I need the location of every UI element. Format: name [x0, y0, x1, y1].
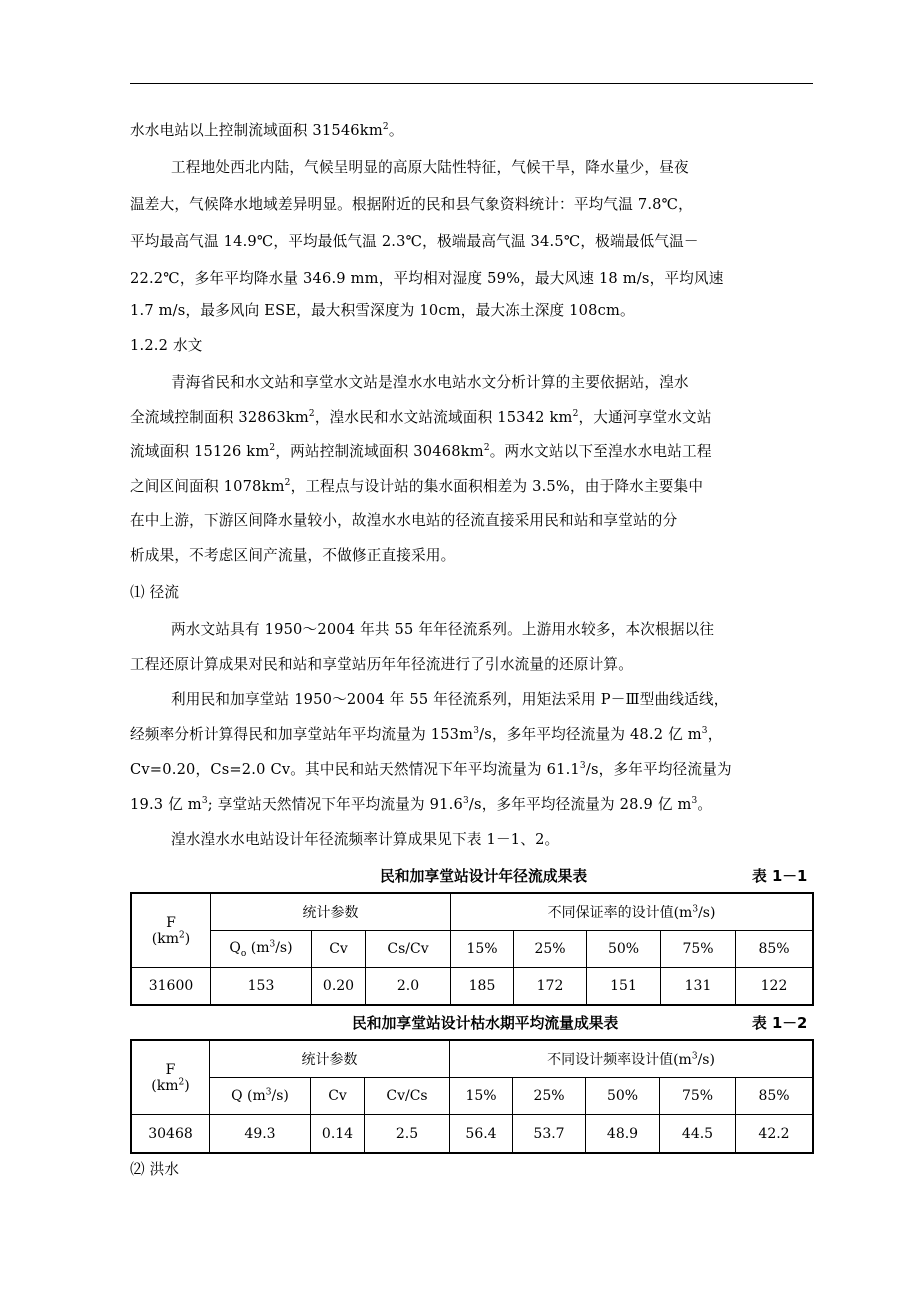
table1-pct: 75% [661, 931, 736, 968]
table1-sub-cv: Cv [312, 931, 366, 968]
text-line: 19.3 亿 $m^3$; 享堂站天然情况下年平均流量为 91.6$^3$/s，多年平均径流量为 28.9 亿 $m^3$。 [130, 796, 713, 813]
table-cell: 122 [736, 968, 813, 1005]
table1-header-stats: 统计参数 [211, 894, 451, 931]
table2-header-stats: 统计参数 [210, 1041, 450, 1078]
text-line: 平均最高气温 14.9℃，平均最低气温 2.3℃，极端最高气温 34.5℃，极端最低气温－ [130, 233, 699, 250]
table-cell: 153 [211, 968, 312, 1005]
text-line: 之间区间面积 $1078km^2$，工程点与设计站的集水面积相差为 3.5%，由于降水主要集中 [130, 478, 704, 495]
table-cell: 42.2 [736, 1115, 813, 1153]
table-cell: 31600 [132, 968, 211, 1005]
section-heading: ⑴ 径流 [130, 584, 180, 601]
table2-sub-cs: Cv/Cs [365, 1078, 450, 1115]
table-row [132, 968, 813, 1005]
table-cell: 185 [451, 968, 514, 1005]
text-line: 在中上游，下游区间降水量较小，故湟水水电站的径流直接采用民和站和享堂站的分 [130, 512, 678, 529]
table2 [131, 1040, 813, 1153]
table2-header-f: F $(km^2)$ [132, 1041, 210, 1115]
table2-number: 表 1－2 [752, 1015, 808, 1032]
table1 [131, 893, 813, 1005]
text-line: Cv=0.20，Cs=2.0 Cv。其中民和站天然情况下年平均流量为 61.1$^3$/s，多年平均径流量为 [130, 761, 732, 778]
table2-pct: 15% [450, 1078, 513, 1115]
table-cell: 2.0 [366, 968, 451, 1005]
table-row [132, 1115, 813, 1153]
text-line: 经频率分析计算得民和加享堂站年平均流量为 $153m^3/s$，多年平均径流量为 48.2 亿 $m^3$， [130, 726, 723, 743]
section-heading: ⑵ 洪水 [130, 1161, 180, 1178]
header-rule [130, 83, 813, 84]
table-cell: 151 [587, 968, 661, 1005]
table1-sub-q: $Q_o$ $(m^3/s)$ [211, 931, 312, 968]
table2-pct: 85% [736, 1078, 813, 1115]
text-line: 1.7 m/s，最多风向 ESE，最大积雪深度为 10cm，最大冻土深度 108cm。 [130, 302, 635, 319]
table1-header-f: F $(km^2)$ [132, 894, 211, 968]
text-line: 工程地处西北内陆，气候呈明显的高原大陆性特征，气候干旱，降水量少，昼夜 [171, 159, 689, 176]
table2-caption: 民和加享堂站设计枯水期平均流量成果表 [352, 1015, 619, 1032]
table1-number: 表 1－1 [752, 868, 808, 885]
table-cell: 0.14 [311, 1115, 365, 1153]
table2-sub-cv: Cv [311, 1078, 365, 1115]
table-cell: 49.3 [210, 1115, 311, 1153]
text-line: 全流域控制面积 $32863km^2$，湟水民和水文站流域面积 15342 $km^2$，大通河享堂水文站 [130, 409, 712, 426]
table-cell: 48.9 [586, 1115, 660, 1153]
table-cell: 56.4 [450, 1115, 513, 1153]
table1-pct: 85% [736, 931, 813, 968]
table-cell: 30468 [132, 1115, 210, 1153]
table2-pct: 25% [513, 1078, 586, 1115]
table1-caption: 民和加享堂站设计年径流成果表 [380, 868, 588, 885]
table-cell: 53.7 [513, 1115, 586, 1153]
table-cell: 131 [661, 968, 736, 1005]
section-heading: 1.2.2 水文 [130, 337, 203, 354]
table1-sub-cs: Cs/Cv [366, 931, 451, 968]
text-line: 工程还原计算成果对民和站和享堂站历年年径流进行了引水流量的还原计算。 [130, 656, 633, 673]
table-cell: 44.5 [660, 1115, 736, 1153]
table-cell: 0.20 [312, 968, 366, 1005]
text-line: 湟水湟水水电站设计年径流频率计算成果见下表 1－1、2。 [171, 831, 560, 848]
table1-pct: 15% [451, 931, 514, 968]
text-line: 水水电站以上控制流域面积 $31546km^2$。 [130, 122, 404, 139]
table-cell: 172 [514, 968, 587, 1005]
text-line: 析成果，不考虑区间产流量，不做修正直接采用。 [130, 547, 456, 564]
table1-header-design: 不同保证率的设计值$(m^3/s)$ [451, 894, 813, 931]
text-line: 青海省民和水文站和享堂水文站是湟水水电站水文分析计算的主要依据站，湟水 [171, 374, 689, 391]
text-line: 温差大，气候降水地域差异明显。根据附近的民和县气象资料统计：平均气温 7.8℃， [130, 196, 693, 213]
table1-pct: 25% [514, 931, 587, 968]
text-line: 利用民和加享堂站 1950～2004 年 55 年径流系列，用矩法采用 P－Ⅲ型曲线适线， [171, 691, 729, 708]
table2-pct: 50% [586, 1078, 660, 1115]
table2-pct: 75% [660, 1078, 736, 1115]
table1-pct: 50% [587, 931, 661, 968]
table2-sub-q: Q $(m^3/s)$ [210, 1078, 311, 1115]
text-line: 流域面积 15126 $km^2$，两站控制流域面积 $30468km^2$。两水文站以下至湟水水电站工程 [130, 443, 712, 460]
table2-header-design: 不同设计频率设计值$(m^3/s)$ [450, 1041, 813, 1078]
table-cell: 2.5 [365, 1115, 450, 1153]
text-line: 两水文站具有 1950～2004 年共 55 年年径流系列。上游用水较多，本次根据以往 [171, 621, 715, 638]
text-line: 22.2℃，多年平均降水量 346.9 mm，平均相对湿度 59%，最大风速 18 m/s，平均风速 [130, 270, 724, 287]
